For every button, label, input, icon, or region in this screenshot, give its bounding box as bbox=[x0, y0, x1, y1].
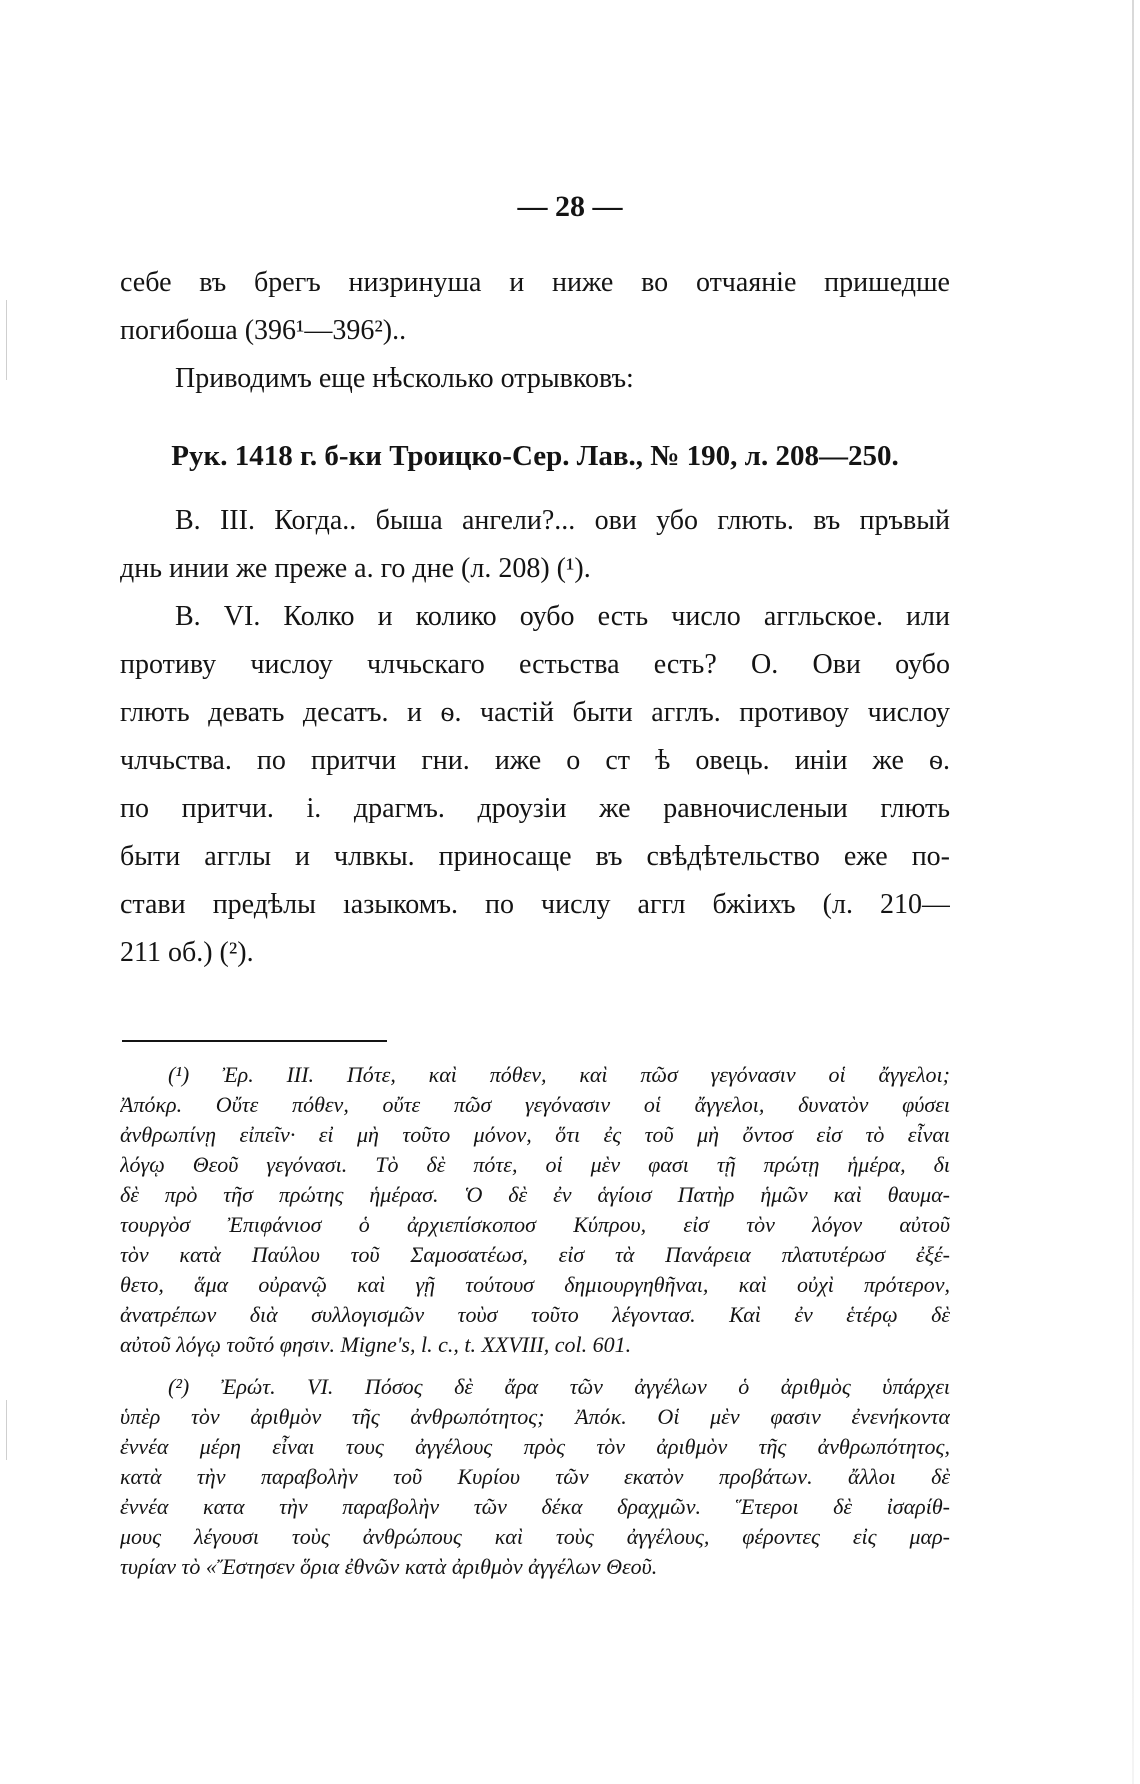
margin-mark bbox=[6, 300, 7, 380]
text-line: противу числоу члчьскаго естьства есть? О. Ови оубо bbox=[120, 650, 950, 680]
footnote-line: τουργὸσ Ἐπιφάνιοσ ὁ ἀρχιεπίσκοποσ Κύπρου, εἰσ τὸν λόγον αὐτοῦ bbox=[120, 1212, 950, 1237]
footnote-line: ἐννέα μέρη εἶναι τους ἀγγέλους πρὸς τὸν ἀριθμὸν τῆς ἀνθρωπότητος, bbox=[120, 1434, 950, 1459]
text-line: погибоша (396¹—396²).. bbox=[120, 316, 407, 346]
text-line: члчьства. по притчи гни. иже о ст ѣ овець. иніи же ѳ. bbox=[120, 746, 950, 776]
footnote-line: αὐτοῦ λόγῳ τοῦτό φησιν. Migne's, l. c., t. XXVIII, col. 601. bbox=[120, 1332, 632, 1357]
footnote-1 bbox=[120, 1062, 950, 1362]
footnote-line: ἐννέα κατα τὴν παραβολὴν τῶν δέκα δραχμῶν. Ἕτεροι δὲ ἰσαρίθ- bbox=[120, 1494, 950, 1519]
blank-line bbox=[120, 412, 950, 436]
footnote-line: ὑπὲρ τὸν ἀριθμὸν τῆς ἀνθρωπότητος; Ἀπόκ. Οἱ μὲν φασιν ἐνενήκοντα bbox=[120, 1404, 950, 1429]
footnote-line: ἀνατρέπων διὰ συλλογισμῶν τοὺσ τοῦτο λέγοντασ. Καὶ ἐν ἑτέρῳ δὲ bbox=[120, 1302, 950, 1327]
footnote-line: (²) Ἐρώτ. VI. Πόσος δὲ ἄρα τῶν ἀγγέλων ὁ ἀριθμὸς ὑπάρχει bbox=[168, 1374, 950, 1399]
footnote-line: τυρίαν τὸ «Ἔστησεν ὅρια ἐθνῶν κατὰ ἀριθμὸν ἀγγέλων Θεοῦ. bbox=[120, 1554, 658, 1579]
text-line: по притчи. і. драгмъ. дроузіи же равночисленыи глють bbox=[120, 794, 950, 824]
page-edge-shadow bbox=[1132, 0, 1134, 1784]
footnote-line: κατὰ τὴν παραβολὴν τοῦ Κυρίου τῶν εκατὸν προβάτων. ἄλλοι δὲ bbox=[120, 1464, 950, 1489]
footnote-2 bbox=[120, 1374, 950, 1584]
text-line: глють девать десатъ. и ѳ. частій быти агглъ. противоу числоу bbox=[120, 698, 950, 728]
text-line: себе въ брегъ низринуша и ниже во отчаяніе пришедше bbox=[120, 268, 950, 298]
footnotes bbox=[120, 1062, 950, 1584]
text-line: днь инии же преже а. го дне (л. 208) (¹). bbox=[120, 554, 591, 584]
footnote-line: (¹) Ἐρ. III. Πότε, καὶ πόθεν, καὶ πῶσ γεγόνασιν οἱ ἄγγελοι; bbox=[168, 1062, 950, 1087]
footnote-line: τὸν κατὰ Παύλου τοῦ Σαμοσατέωσ, εἰσ τὰ Πανάρεια πλατυτέρωσ ἐξέ- bbox=[120, 1242, 950, 1267]
footnote-line: μους λέγουσι τοὺς ἀνθρώπους καὶ τοὺς ἀγγέλους, φέροντες εἰς μαρ- bbox=[120, 1524, 950, 1549]
footnote-divider bbox=[122, 1040, 387, 1042]
footnote-line: Ἀπόκρ. Οὔτε πόθεν, οὔτε πῶσ γεγόνασιν οἱ ἄγγελοι, δυνατὸν φύσει bbox=[120, 1092, 950, 1117]
text-line: Приводимъ еще нѣсколько отрывковъ: bbox=[175, 364, 634, 394]
text-line: быти агглы и члвкы. приносаще въ свѣдѣтельство еже по- bbox=[120, 842, 950, 872]
text-line: В. VI. Колко и колико оубо есть число аггльское. или bbox=[175, 602, 950, 632]
page-number: — 28 — bbox=[517, 190, 623, 223]
footnote-line: ἀνθρωπίνῃ εἰπεῖν· εἰ μὴ τοῦτο μόνον, ὅτι ἐς τοῦ μὴ ὄντοσ εἰσ τὸ εἶναι bbox=[120, 1122, 950, 1147]
main-text bbox=[120, 268, 950, 986]
footnote-line: θετο, ἅμα οὐρανῷ καὶ γῇ τούτουσ δημιουργηθῆναι, καὶ οὐχὶ πρότερον, bbox=[120, 1272, 950, 1297]
text-line: В. III. Когда.. быша ангели?... ови убо глють. въ пръвый bbox=[175, 506, 950, 536]
margin-mark bbox=[6, 1400, 7, 1460]
text-line: 211 об.) (²). bbox=[120, 938, 254, 968]
footnote-line: δὲ πρὸ τῆσ πρώτης ἡμέρασ. Ὁ δὲ ἐν ἁγίοισ Πατὴρ ἡμῶν καὶ θαυμα- bbox=[120, 1182, 950, 1207]
footnote-line: λόγῳ Θεοῦ γεγόνασι. Τὸ δὲ πότε, οἱ μὲν φασι τῇ πρώτῃ ἡμέρα, δι bbox=[120, 1152, 950, 1177]
manuscript-heading: Рук. 1418 г. б-ки Троицко-Сер. Лав., № 190, л. 208—250. bbox=[171, 440, 899, 472]
text-line: стави предѣлы ıазыкомъ. по числу аггл бжіихъ (л. 210— bbox=[120, 890, 950, 920]
